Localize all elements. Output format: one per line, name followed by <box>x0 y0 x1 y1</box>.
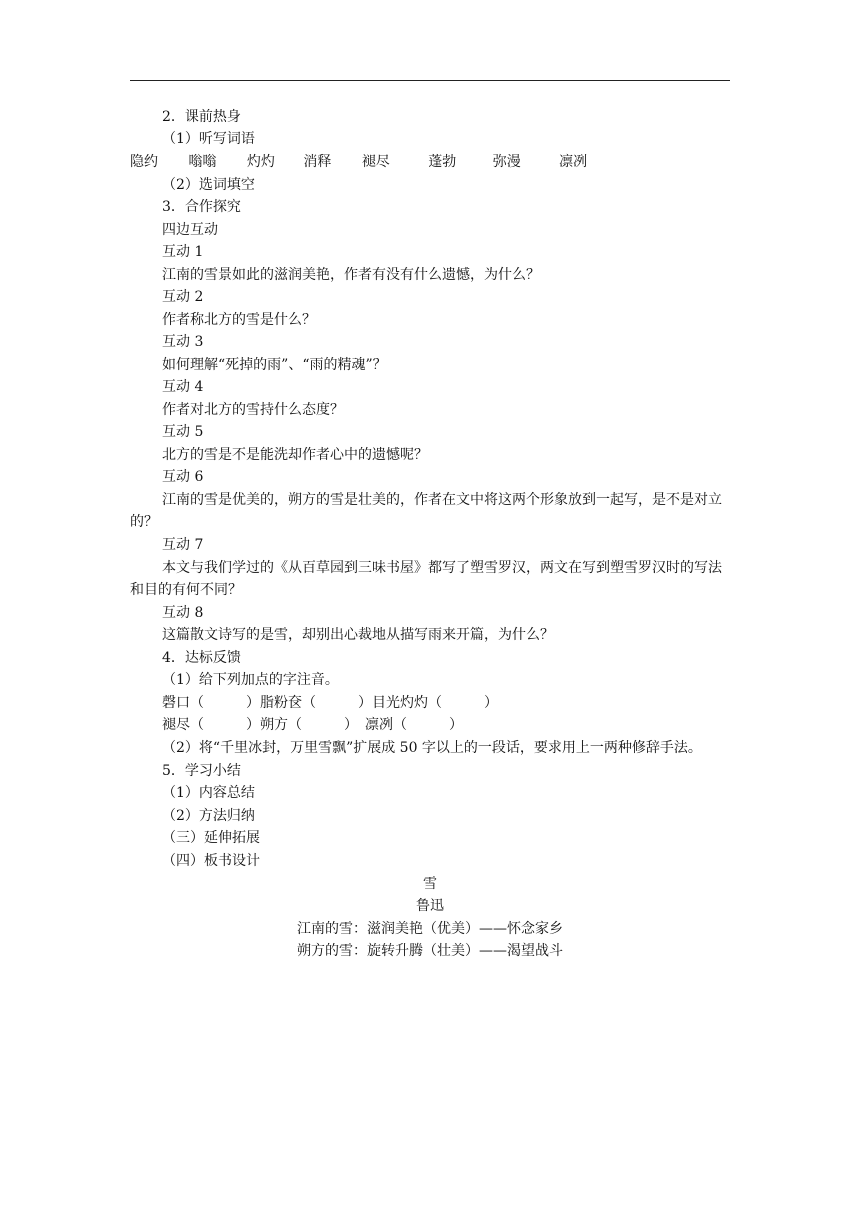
dictation-heading: （1）听写词语 <box>162 131 255 147</box>
vocab-word: 消释 <box>303 154 332 170</box>
interaction-label: 互动 2 <box>162 289 204 305</box>
interaction-question: 如何理解“死掉的雨”、“雨的精魂”？ <box>162 357 387 373</box>
board-author: 鲁迅 <box>416 898 444 914</box>
vocab-word: 凛冽 <box>559 154 588 170</box>
summary-item: （1）内容总结 <box>162 785 255 801</box>
feedback-q1: （1）给下列加点的字注音。 <box>162 672 339 688</box>
section-heading-summary: 5．学习小结 <box>162 763 241 779</box>
section-heading-warmup: 2．课前热身 <box>162 109 241 125</box>
board-title: 雪 <box>423 876 437 892</box>
interaction-label: 互动 6 <box>162 469 204 485</box>
pinyin-row-2: 褪尽（ ）朔方（ ） 凛冽（ ） <box>162 717 463 733</box>
interaction-question: 这篇散文诗写的是雪，却别出心裁地从描写雨来开篇，为什么？ <box>162 627 554 643</box>
interaction-question: 北方的雪是不是能洗却作者心中的遗憾呢？ <box>162 447 428 463</box>
interaction-question: 本文与我们学过的《从百草园到三味书屋》都写了塑雪罗汉，两文在写到塑雪罗汉时的写法和目的有何不同？ <box>130 560 722 598</box>
pinyin-row-1: 磬口（ ）脂粉奁（ ）目光灼灼（ ） <box>162 695 498 711</box>
summary-item: （四）板书设计 <box>162 853 260 869</box>
vocab-word: 褪尽 <box>361 154 390 170</box>
vocab-list <box>130 151 750 173</box>
summary-item: （三）延伸拓展 <box>162 830 260 846</box>
board-line-1: 江南的雪：滋润美艳（优美）——怀念家乡 <box>297 921 563 937</box>
interaction-question: 作者对北方的雪持什么态度？ <box>162 402 344 418</box>
interaction-question: 江南的雪景如此的滋润美艳，作者有没有什么遗憾，为什么？ <box>162 267 540 283</box>
header-rule <box>130 80 730 81</box>
summary-item: （2）方法归纳 <box>162 808 255 824</box>
vocab-word: 灼灼 <box>246 154 275 170</box>
board-line-2: 朔方的雪：旋转升腾（壮美）——渴望战斗 <box>297 943 563 959</box>
interaction-label: 互动 3 <box>162 334 204 350</box>
inquiry-subheading: 四边互动 <box>162 222 218 238</box>
section-heading-feedback: 4．达标反馈 <box>162 650 241 666</box>
section-heading-inquiry: 3．合作探究 <box>162 199 241 215</box>
interaction-label: 互动 8 <box>162 605 204 621</box>
interaction-label: 互动 5 <box>162 424 204 440</box>
vocab-word: 弥漫 <box>492 154 521 170</box>
fill-heading: （2）选词填空 <box>162 177 255 193</box>
interaction-label: 互动 7 <box>162 537 204 553</box>
vocab-word: 隐约 <box>130 154 158 170</box>
interaction-label: 互动 4 <box>162 379 204 395</box>
feedback-q2: （2）将“千里冰封，万里雪飘”扩展成 50 字以上的一段话，要求用上一两种修辞手法。 <box>162 740 702 756</box>
vocab-word: 嗡嗡 <box>188 154 217 170</box>
interaction-question: 江南的雪是优美的，朔方的雪是壮美的，作者在文中将这两个形象放到一起写，是不是对立的？ <box>130 492 722 530</box>
vocab-word: 蓬勃 <box>428 154 457 170</box>
interaction-question: 作者称北方的雪是什么？ <box>162 312 316 328</box>
interaction-label: 互动 1 <box>162 244 204 260</box>
